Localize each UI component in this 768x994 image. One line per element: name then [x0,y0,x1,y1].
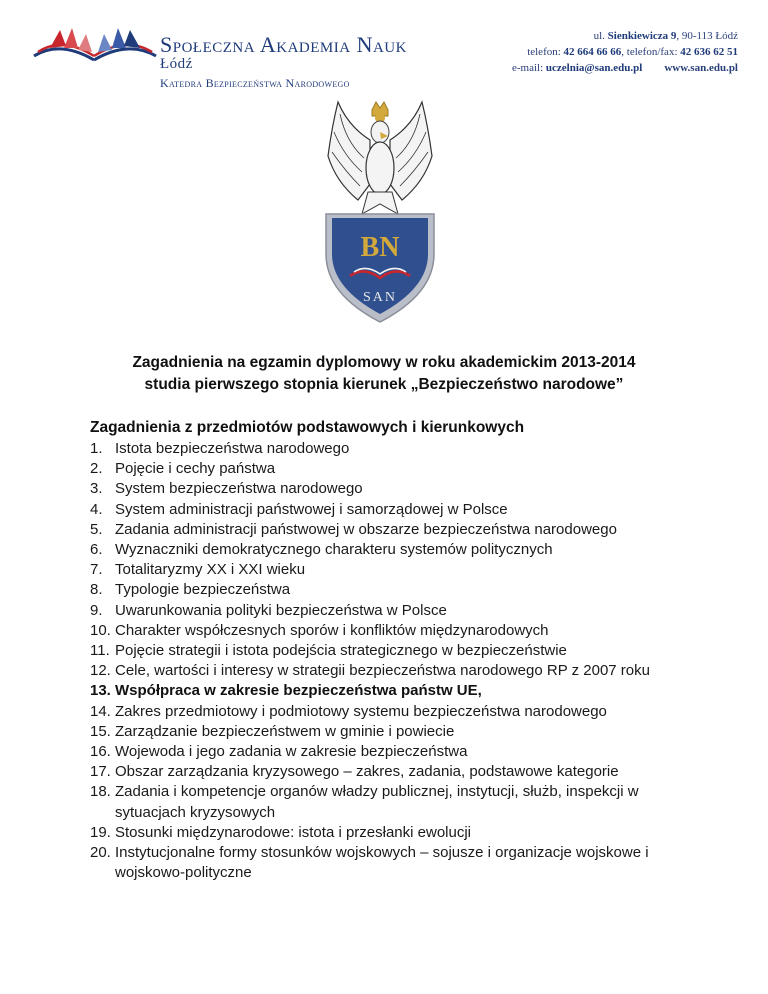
section-heading: Zagadnienia z przedmiotów podstawowych i kierunkowych [90,419,525,436]
topics-list [90,439,690,883]
open-book-logo-icon [30,26,160,68]
list-item: 17. Obszar zarządzania kryzysowego – zakres, zadania, podstawowe kategorie [90,763,619,781]
list-item: 10. Charakter współczesnych sporów i konfliktów międzynarodowych [90,621,549,639]
website-link[interactable]: www.san.edu.pl [664,62,738,74]
department-name: Katedra Bezpieczeństwa Narodowego [160,76,350,90]
list-item: 6. Wyznaczniki demokratycznego charakteru systemów politycznych [90,541,553,559]
list-item: 1. Istota bezpieczeństwa narodowego [90,440,350,457]
list-item: 16. Wojewoda i jego zadania w zakresie bezpieczeństwa [90,743,468,761]
list-item: 15. Zarządzanie bezpieczeństwem w gminie i powiecie [90,722,455,740]
document-title [0,352,768,396]
email-link[interactable]: uczelnia@san.edu.pl [545,62,643,74]
list-item: 4. System administracji państwowej i samorządowej w Polsce [90,500,508,518]
address-line: ul. Sienkiewicza 9, 90-113 Łódź [593,30,738,42]
title-line-2: studia pierwszego stopnia kierunek „Bezpieczeństwo narodowe” [144,376,624,393]
email-line: e-mail: uczelnia@san.edu.pl www.san.edu.pl [512,62,738,74]
list-item: 11. Pojęcie strategii i istota podejścia strategicznego w bezpieczeństwie [90,642,567,660]
list-item: 2. Pojęcie i cechy państwa [90,460,276,478]
academy-city: Łódź [160,56,193,72]
letterhead [0,0,768,100]
list-item: 20. Instytucjonalne formy stosunków wojskowych – sojusze i organizacje wojskowe i wojskowo-polityczne [90,844,649,882]
list-item: 13. Współpraca w zakresie bezpieczeństwa państw UE, [90,682,482,700]
eagle-shield-emblem-icon [318,96,442,326]
contact-info [512,28,738,76]
emblem-org: SAN [362,290,398,305]
list-item: 12. Cele, wartości i interesy w strategii bezpieczeństwa narodowego RP z 2007 roku [90,662,650,680]
academy-name: Społeczna Akademia Nauk [160,32,407,57]
list-item: 19. Stosunki międzynarodowe: istota i przesłanki ewolucji [90,823,472,841]
title-line-1: Zagadnienia na egzamin dyplomowy w roku akademickim 2013-2014 [132,354,636,371]
topics-section [90,418,690,883]
phone-line: telefon: 42 664 66 66, telefon/fax: 42 636 62 51 [527,46,738,58]
list-item: 9. Uwarunkowania polityki bezpieczeństwa w Polsce [90,601,447,619]
list-item: 8. Typologie bezpieczeństwa [90,581,291,599]
emblem-initials: BN [360,232,400,263]
list-item: 5. Zadania administracji państwowej w obszarze bezpieczeństwa narodowego [90,520,617,538]
list-item: 7. Totalitaryzmy XX i XXI wieku [90,561,306,579]
list-item: 14. Zakres przedmiotowy i podmiotowy systemu bezpieczeństwa narodowego [90,702,607,720]
list-item: 18. Zadania i kompetencje organów władzy publicznej, instytucji, służb, inspekcji w sytuacjach kryzysowych [90,783,639,821]
list-item: 3. System bezpieczeństwa narodowego [90,480,363,498]
